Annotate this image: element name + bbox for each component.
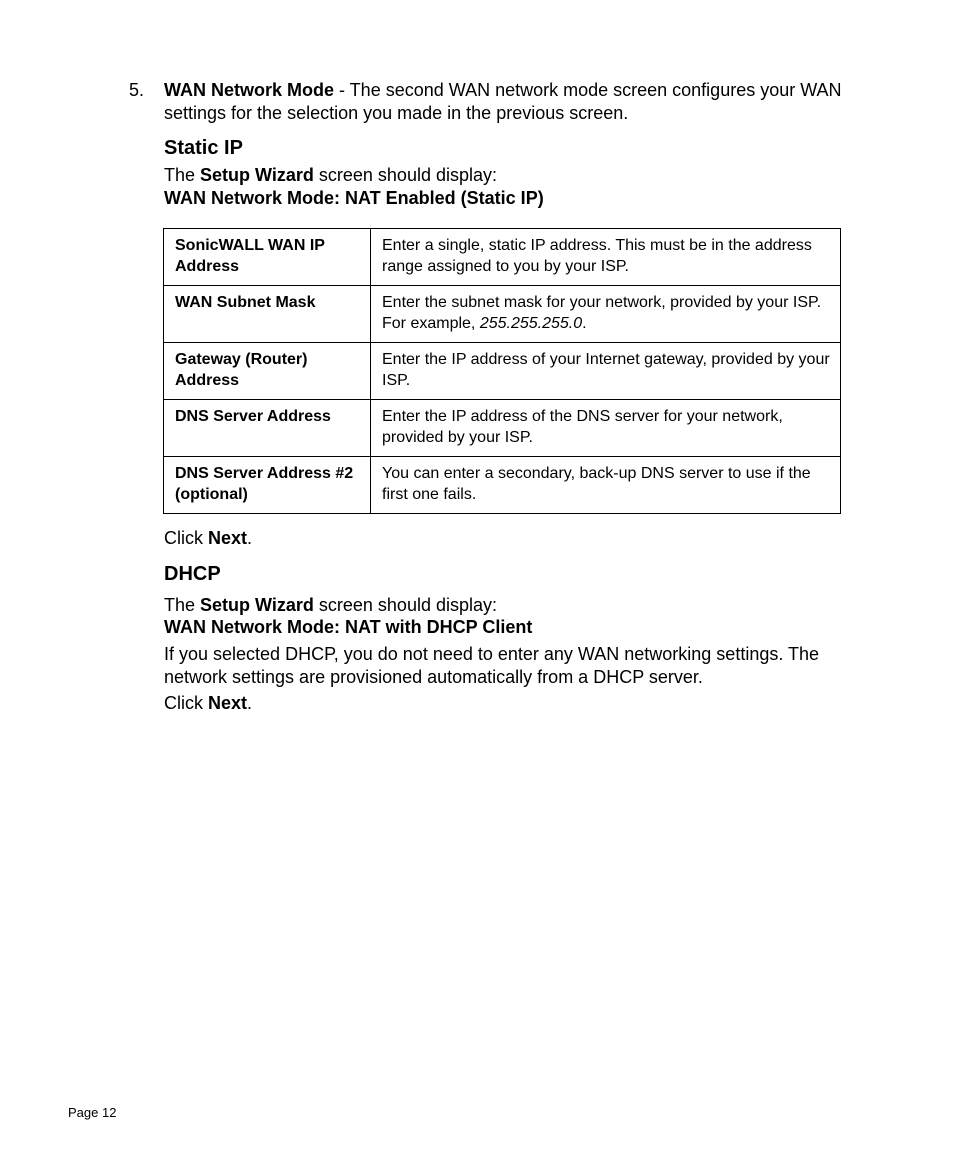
dhcp-display-prefix: The	[164, 595, 201, 615]
table-field-description	[371, 229, 841, 286]
table-description-text: Enter the IP address of your Internet gateway, provided by your ISP.	[382, 351, 830, 389]
click-suffix: .	[247, 693, 253, 713]
static-ip-click-next	[164, 527, 252, 550]
table-row	[164, 229, 841, 286]
table-row	[164, 286, 841, 343]
click-prefix: Click	[164, 693, 208, 713]
dhcp-display-bold: Setup Wizard	[200, 595, 314, 615]
dhcp-paragraph: If you selected DHCP, you do not need to enter any WAN networking settings. The network settings are provisioned automatically from a DHCP server.	[164, 644, 820, 687]
table-field-name: DNS Server Address	[164, 400, 371, 457]
table-row	[164, 343, 841, 400]
click-suffix: .	[247, 528, 253, 548]
table-description-text: You can enter a secondary, back-up DNS server to use if the first one fails.	[382, 465, 811, 503]
step-description	[164, 79, 854, 125]
dhcp-click-next	[164, 692, 252, 715]
table-row	[164, 457, 841, 514]
table-field-description	[371, 400, 841, 457]
table-field-description: Enter the subnet mask for your network, provided by your ISP. For example, 255.255.255.0.	[371, 286, 841, 343]
click-prefix: Click	[164, 528, 208, 548]
table-field-description	[371, 457, 841, 514]
dhcp-mode: WAN Network Mode: NAT with DHCP Client	[164, 617, 533, 637]
table-field-name: Gateway (Router) Address	[164, 343, 371, 400]
dhcp-display-line	[164, 594, 497, 617]
table-field-name: DNS Server Address #2 (optional)	[164, 457, 371, 514]
static-ip-display-line	[164, 164, 497, 187]
page-number: Page 12	[68, 1105, 117, 1120]
table-row	[164, 400, 841, 457]
click-next-bold: Next	[208, 528, 248, 548]
table-description-text: Enter a single, static IP address. This must be in the address range assigned to you by your ISP.	[382, 237, 812, 275]
static-display-bold: Setup Wizard	[200, 165, 314, 185]
static-display-prefix: The	[164, 165, 201, 185]
static-ip-heading: Static IP	[164, 137, 243, 159]
dhcp-display-suffix: screen should display:	[313, 595, 497, 615]
click-next-bold: Next	[208, 693, 248, 713]
table-field-description	[371, 343, 841, 400]
table-field-name: SonicWALL WAN IP Address	[164, 229, 371, 286]
table-description-example: 255.255.255.0	[479, 315, 583, 332]
static-display-suffix: screen should display:	[313, 165, 497, 185]
static-ip-mode: WAN Network Mode: NAT Enabled (Static IP)	[164, 188, 544, 208]
table-field-name: WAN Subnet Mask	[164, 286, 371, 343]
dhcp-heading: DHCP	[164, 563, 221, 585]
table-description-text: Enter the IP address of the DNS server for your network, provided by your ISP.	[382, 408, 783, 446]
step-title: WAN Network Mode	[164, 80, 335, 100]
static-ip-settings-table	[163, 228, 841, 514]
step-number: 5.	[129, 80, 145, 100]
table-description-text: Enter the subnet mask for your network, provided by your ISP. For example,	[382, 294, 822, 332]
step-description-text: - The second WAN network mode screen configures your WAN settings for the selection you made in the previous screen.	[164, 80, 842, 123]
